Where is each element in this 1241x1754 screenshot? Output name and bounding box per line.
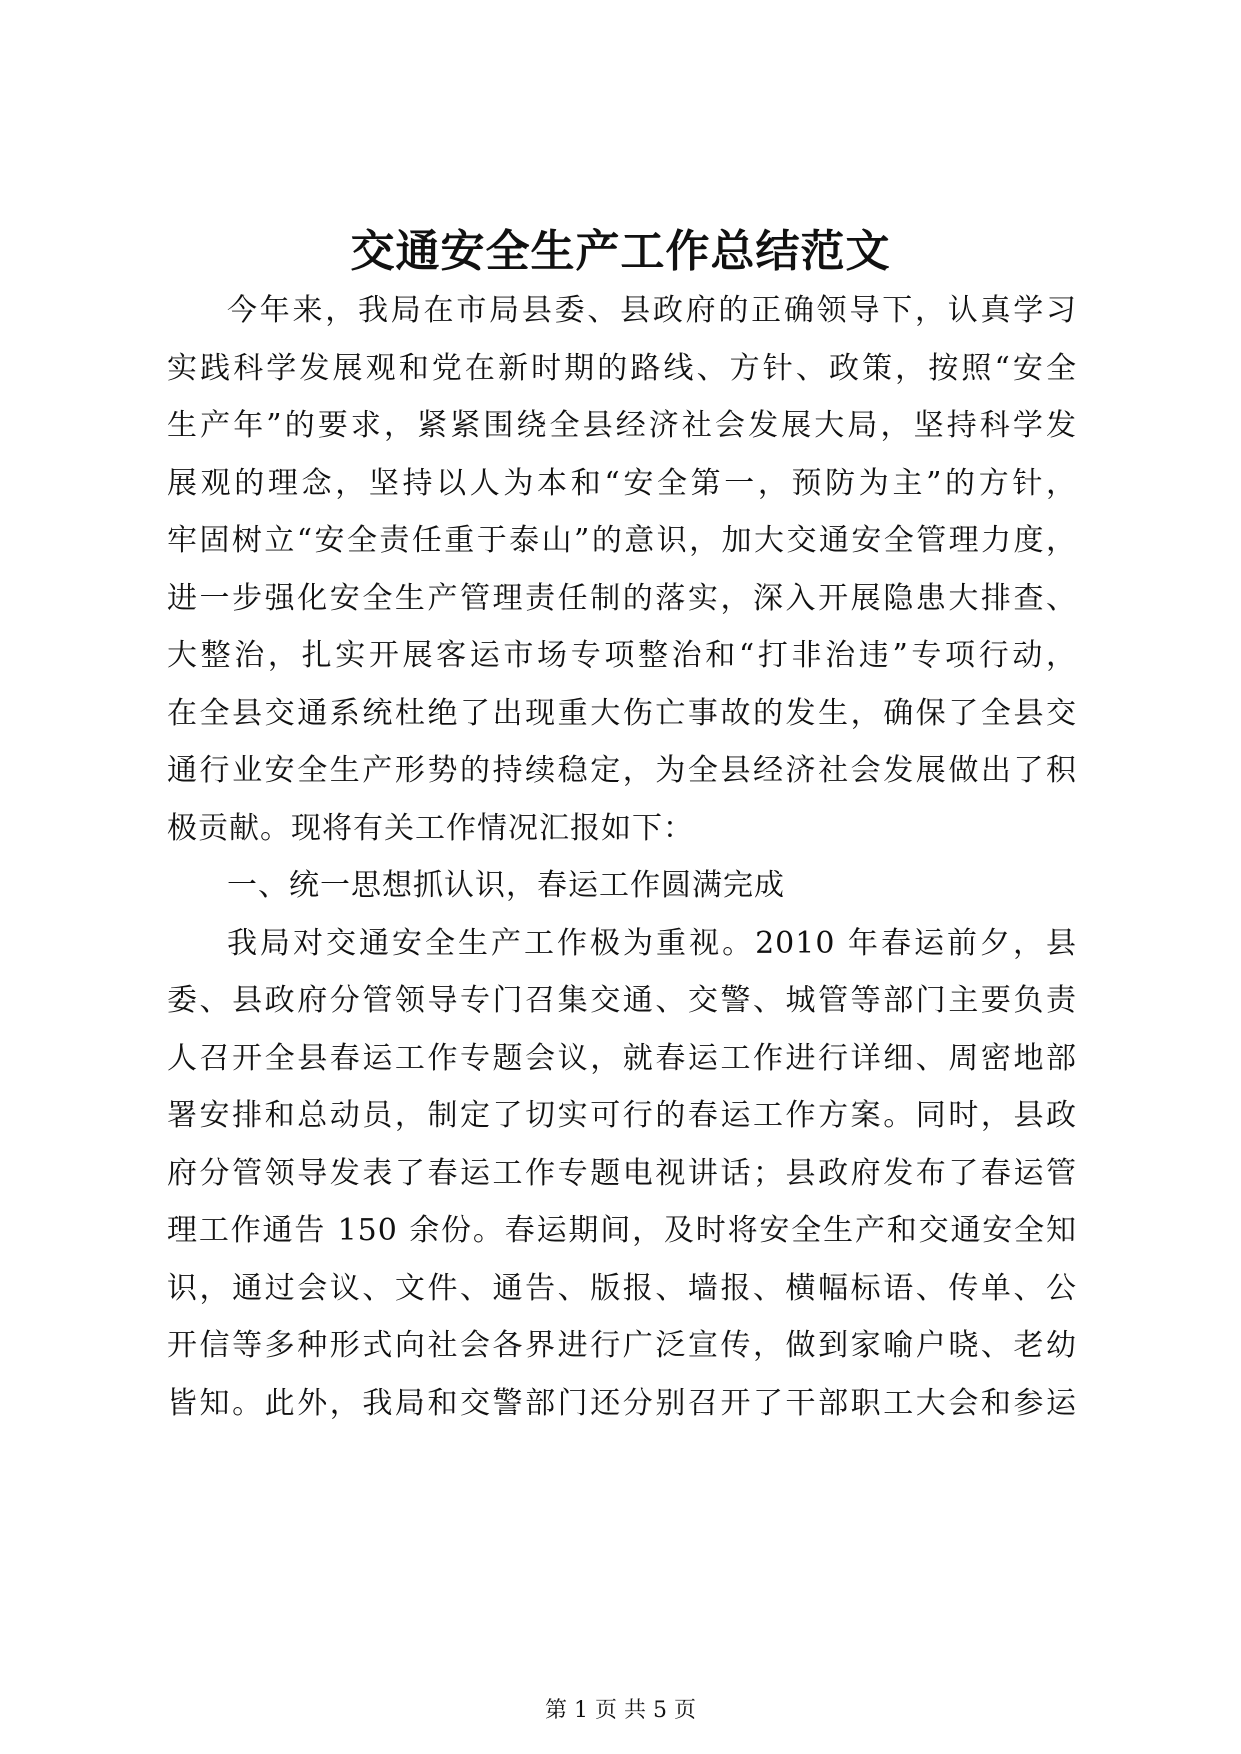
paragraph-line: 开信等多种形式向社会各界进行广泛宣传，做到家喻户晓、老幼 bbox=[167, 1328, 1077, 1363]
paragraph-line: 人召开全县春运工作专题会议，就春运工作进行详细、周密地部 bbox=[167, 1040, 1077, 1076]
paragraph-line: 委、县政府分管领导专门召集交通、交警、城管等部门主要负责 bbox=[167, 983, 1077, 1018]
paragraph-line: 我局对交通安全生产工作极为重视。2010 年春运前夕，县 bbox=[227, 925, 1077, 961]
paragraph-line: 识，通过会议、文件、通告、版报、墙报、横幅标语、传单、公 bbox=[167, 1270, 1077, 1306]
paragraph-line: 进一步强化安全生产管理责任制的落实，深入开展隐患大排查、 bbox=[167, 580, 1077, 616]
paragraph-line: 展观的理念，坚持以人为本和“安全第一，预防为主”的方针， bbox=[167, 465, 1077, 501]
paragraph-line: 今年来，我局在市局县委、县政府的正确领导下，认真学习 bbox=[227, 293, 1077, 328]
paragraph-line: 实践科学发展观和党在新时期的路线、方针、政策，按照“安全 bbox=[167, 350, 1077, 386]
paragraph-line: 署安排和总动员，制定了切实可行的春运工作方案。同时，县政 bbox=[167, 1098, 1077, 1133]
document-title: 交通安全生产工作总结范文 bbox=[350, 226, 891, 277]
page-number: 第 1 页 共 5 页 bbox=[545, 1698, 696, 1723]
document-body bbox=[167, 282, 1077, 1432]
paragraph-line: 生产年”的要求，紧紧围绕全县经济社会发展大局，坚持科学发 bbox=[167, 408, 1077, 443]
paragraph-line: 大整治，扎实开展客运市场专项整治和“打非治违”专项行动， bbox=[167, 638, 1077, 673]
paragraph-line: 理工作通告 150 余份。春运期间，及时将安全生产和交通安全知 bbox=[167, 1213, 1077, 1248]
paragraph-line: 在全县交通系统杜绝了出现重大伤亡事故的发生，确保了全县交 bbox=[167, 695, 1077, 731]
section-heading: 一、统一思想抓认识，春运工作圆满完成 bbox=[227, 868, 785, 903]
paragraph-line: 府分管领导发表了春运工作专题电视讲话；县政府发布了春运管 bbox=[167, 1155, 1077, 1191]
paragraph-line: 牢固树立“安全责任重于泰山”的意识，加大交通安全管理力度， bbox=[167, 523, 1077, 558]
paragraph-line: 皆知。此外，我局和交警部门还分别召开了干部职工大会和参运 bbox=[167, 1385, 1077, 1421]
paragraph-line: 通行业安全生产形势的持续稳定，为全县经济社会发展做出了积 bbox=[167, 753, 1077, 788]
paragraph-line: 极贡献。现将有关工作情况汇报如下： bbox=[167, 810, 694, 846]
